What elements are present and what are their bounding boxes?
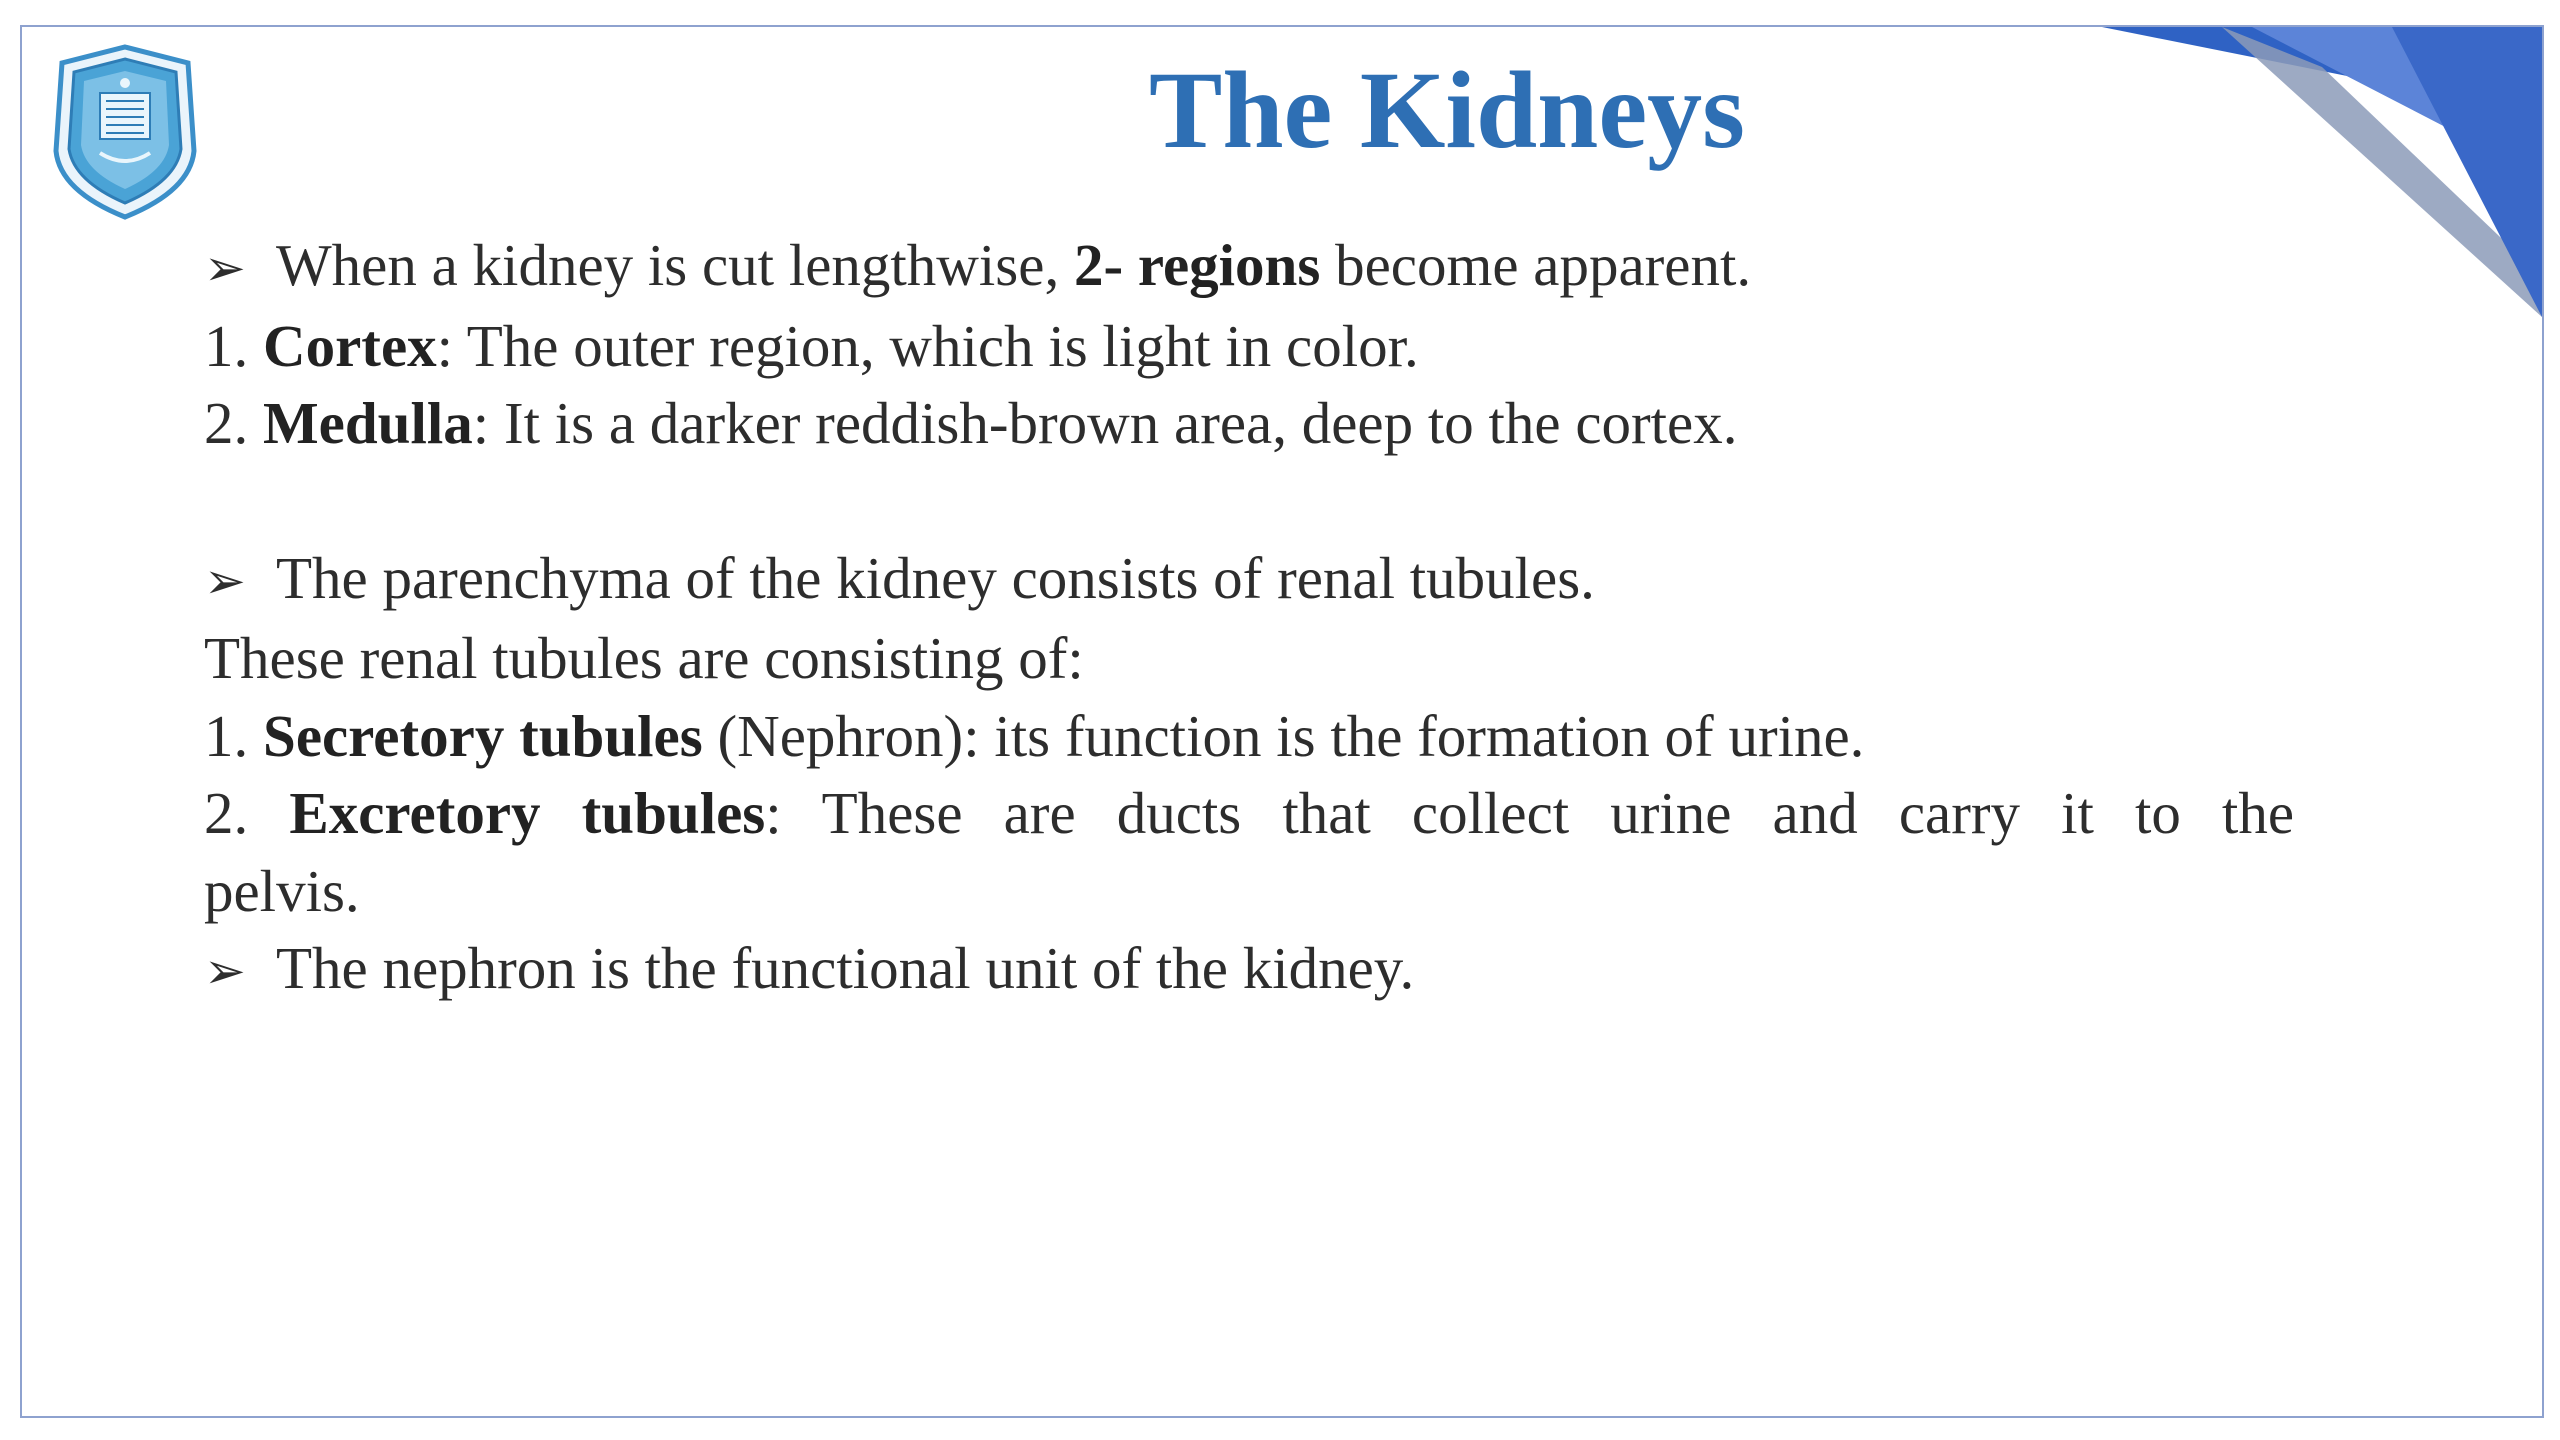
paragraph-tubules-intro: These renal tubules are consisting of: — [204, 625, 1084, 691]
arrowhead-bullet-icon: ➢ — [204, 551, 246, 610]
arrowhead-bullet-icon: ➢ — [204, 239, 246, 297]
list-item-cortex: 1. Cortex: The outer region, which is light in color. — [204, 312, 1419, 379]
page-title: The Kidneys — [1149, 49, 1745, 171]
arrowhead-bullet-icon: ➢ — [204, 942, 246, 1000]
bullet-paragraph-nephron: ➢ The nephron is the functional unit of the kidney. — [204, 930, 2294, 1011]
list-item-secretory: 1. Secretory tubules (Nephron): its function is the formation of urine. — [204, 702, 1865, 769]
slide-body — [204, 227, 2294, 1011]
paragraph-spacer — [204, 463, 2294, 540]
list-item-medulla: 2. Medulla: It is a darker reddish-brown area, deep to the cortex. — [204, 390, 1738, 456]
slide — [20, 25, 2544, 1418]
bullet-paragraph-regions: ➢ When a kidney is cut lengthwise, 2- regions become apparent. — [204, 227, 2294, 308]
bullet-paragraph-parenchyma: ➢ The parenchyma of the kidney consists of renal tubules. — [204, 540, 2294, 621]
list-item-excretory-continuation: pelvis. — [204, 857, 360, 924]
list-item-excretory: 2. Excretory tubules: These are ducts that collect urine and carry it to the — [204, 780, 2295, 846]
